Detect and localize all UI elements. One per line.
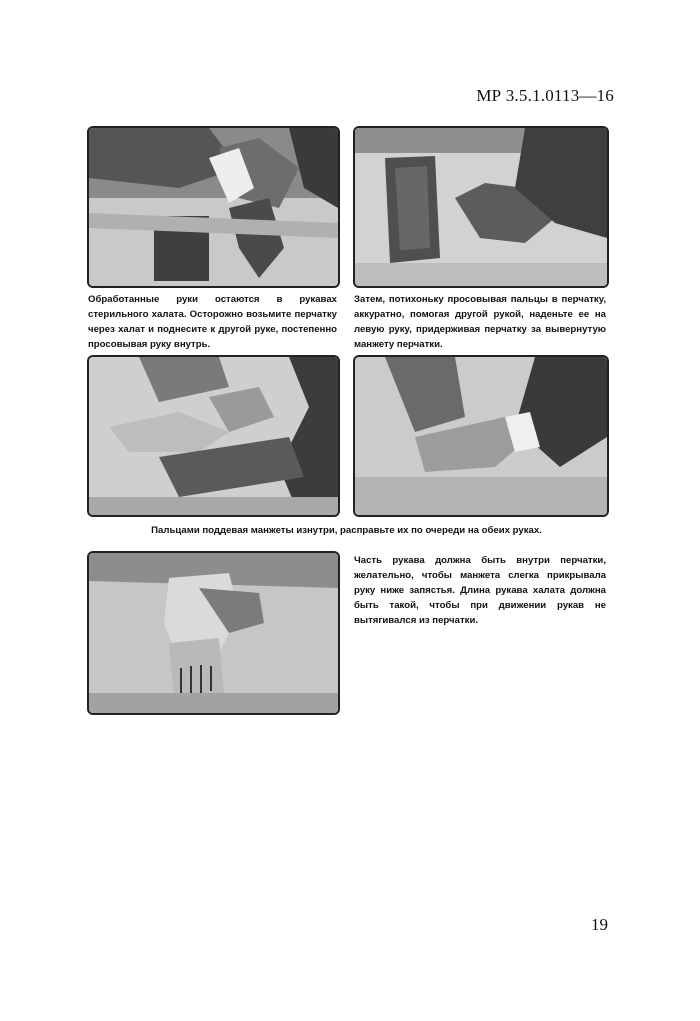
photo-step-4 (353, 355, 609, 517)
photo-step-1 (87, 126, 340, 288)
caption-step-1: Обработанные руки остаются в рукавах стерильного халата. Осторожно возьмите перчатку через халат и поднесите к другой руке, постепенно просовывая руку внутрь. (88, 294, 337, 350)
caption-cuffs: Пальцами поддевая манжеты изнутри, расправьте их по очереди на обеих руках. (151, 525, 542, 536)
caption-sleeve: Часть рукава должна быть внутри перчатки, желательно, чтобы манжета слегка прикрывала руку ниже запястья. Длина рукава халата должна быть такой, чтобы при движении рукав не вытягивался из перчатки. (354, 555, 606, 626)
document-code: МР 3.5.1.0113—16 (476, 86, 614, 105)
photo-step-3 (87, 355, 340, 517)
photo-step-2 (353, 126, 609, 288)
caption-step-2: Затем, потихоньку просовывая пальцы в перчатку, аккуратно, помогая другой рукой, наденьте ее на левую руку, придерживая перчатку за вывернутую манжету перчатки. (354, 294, 606, 350)
page-number: 19 (591, 915, 608, 934)
photo-step-5 (87, 551, 340, 715)
